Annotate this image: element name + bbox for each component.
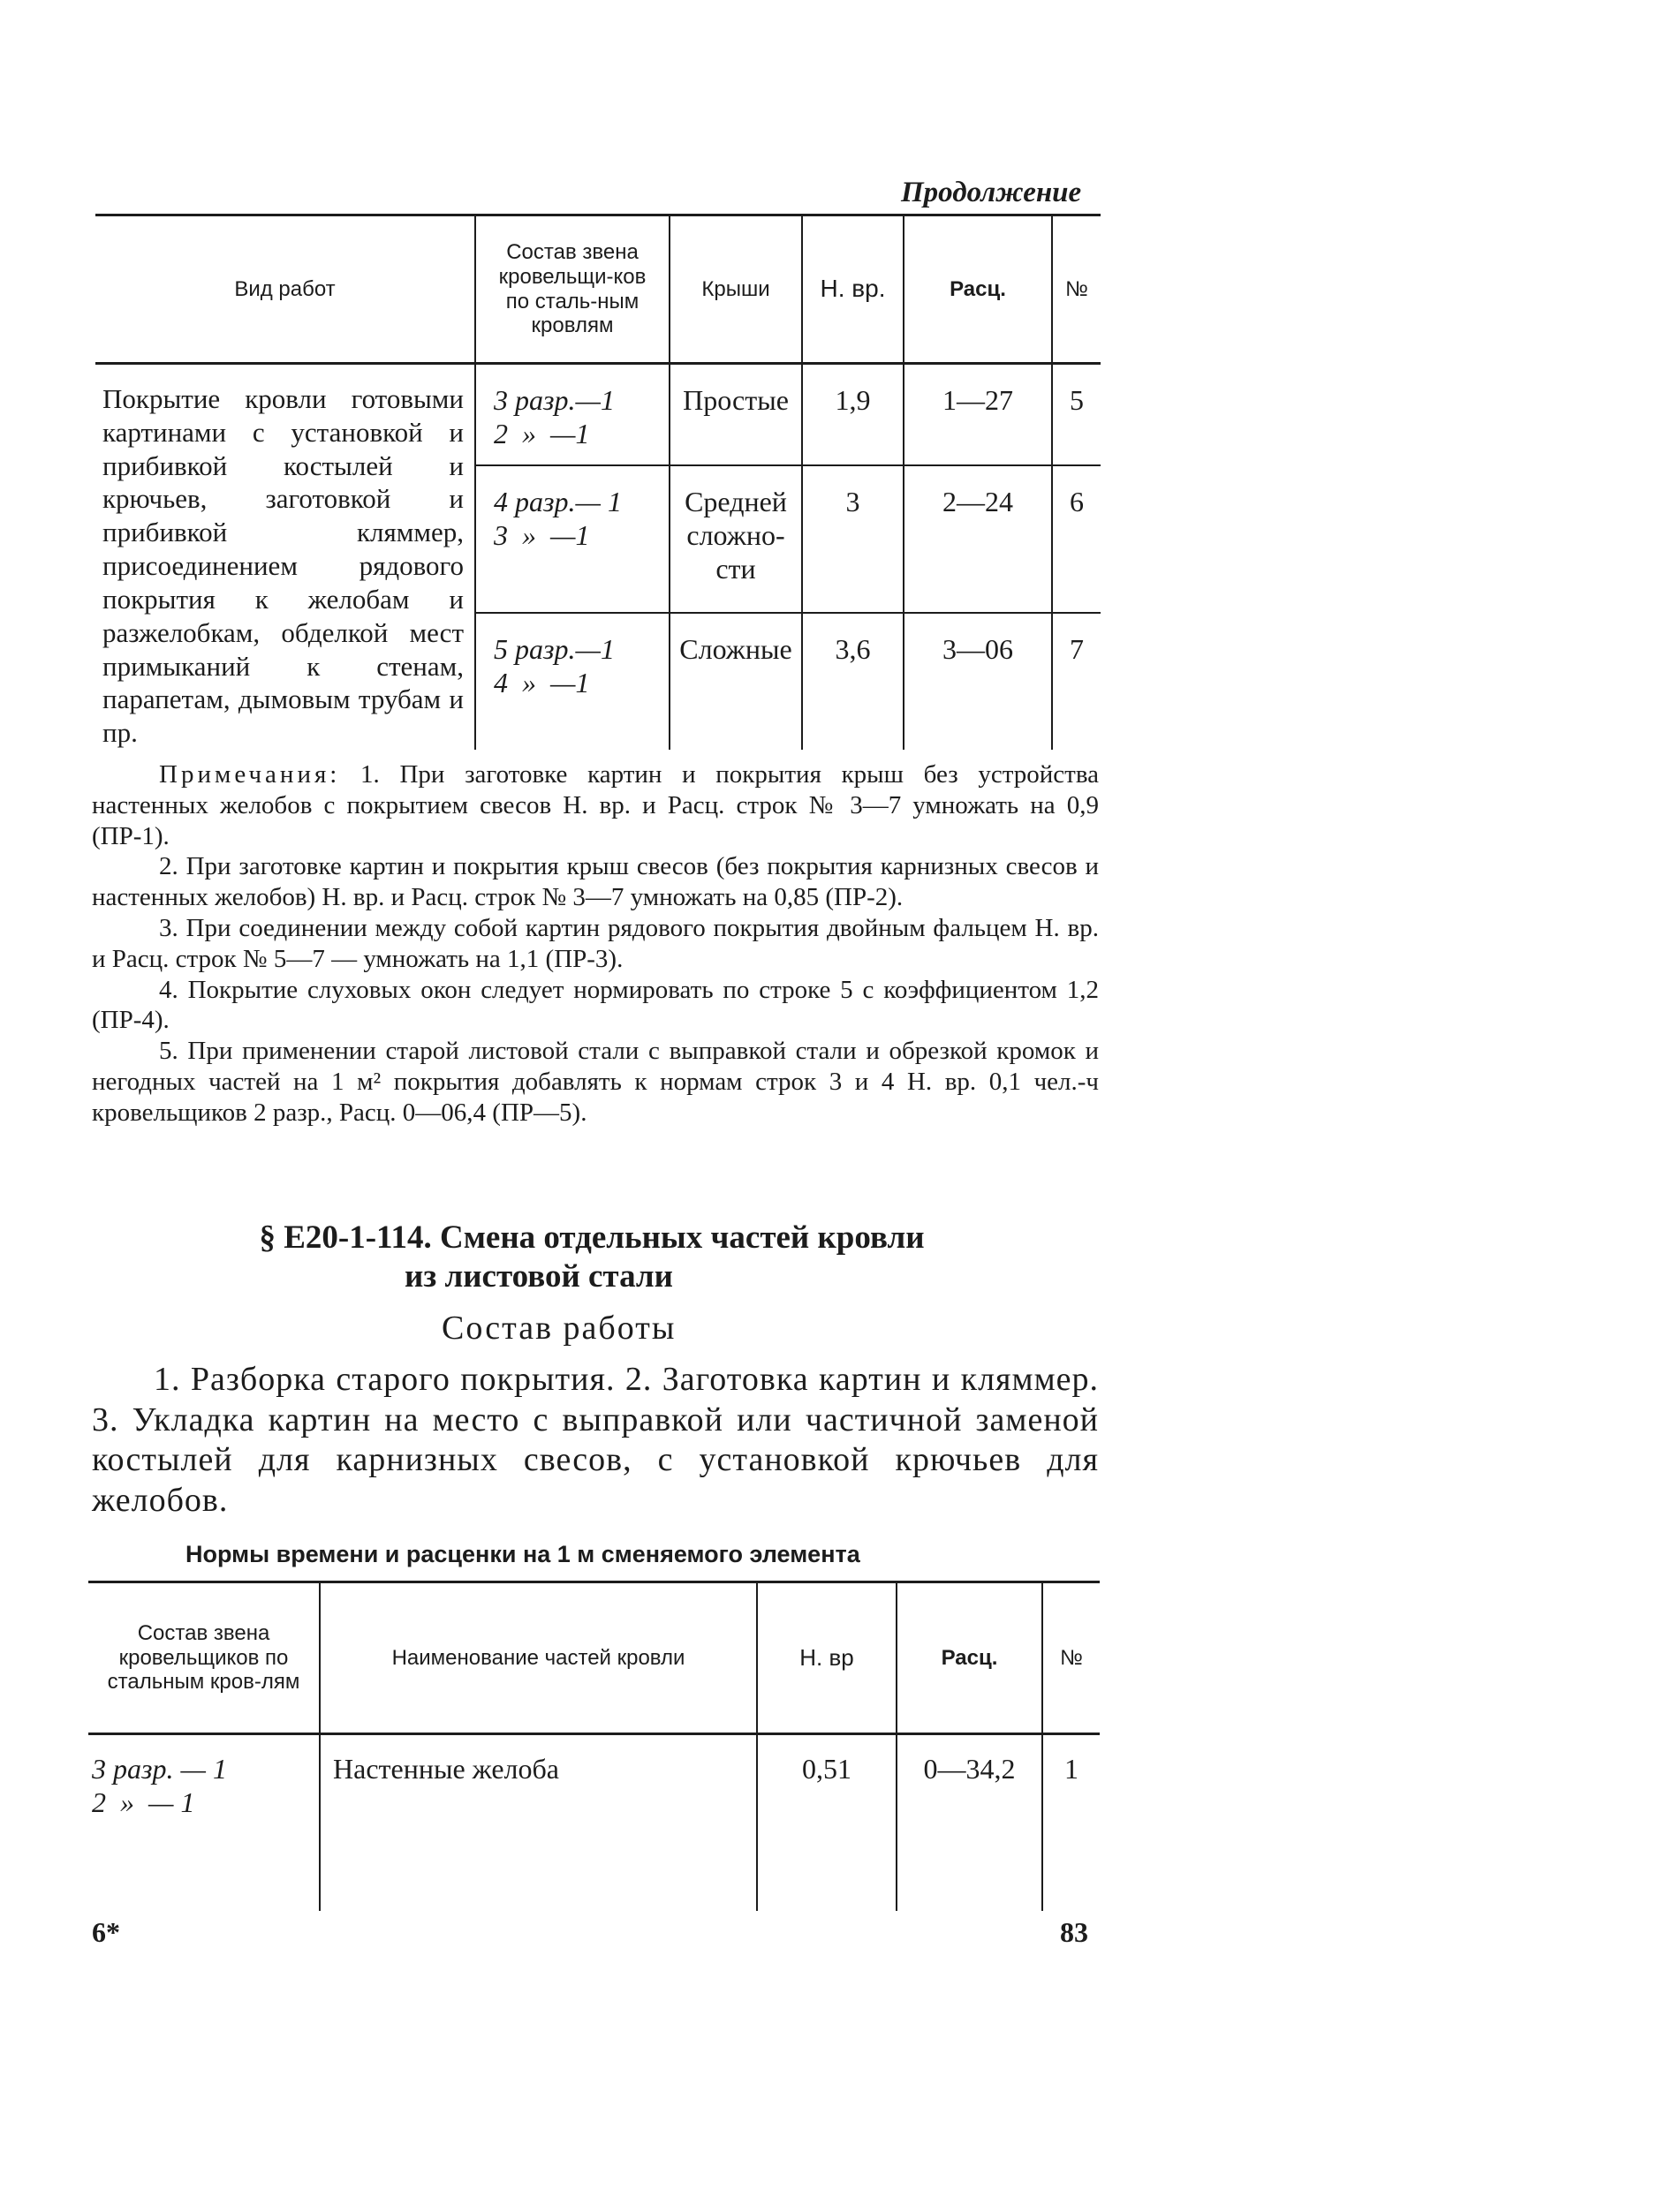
section-heading	[150, 1219, 1033, 1297]
header-roof: Крыши	[670, 215, 802, 364]
work-description: Покрытие кровли готовыми картинами с установкой и прибивкой костылей и крючьев, заготовкой и прибивкой кляммер, присоединением рядового покрытия к желобам и разжелобкам, обделкой мест примыканий к стенам, парапетам, дымовым трубам и пр.	[102, 383, 464, 749]
norm-cell: 3,6	[802, 613, 904, 750]
rate-cell: 3—06	[904, 613, 1052, 750]
number-cell: 5	[1052, 364, 1101, 466]
roof-type-cell: Простые	[670, 364, 802, 466]
header-number: №	[1042, 1582, 1100, 1734]
note-1-text: 1. При заготовке картин и покрытия крыш без устройства настенных желобов с покрытием свесов Н. вр. и Расц. строк № 3—7 умножать на 0,9 (ПР-1).	[92, 760, 1100, 850]
roof-type-cell: Средней сложно-сти	[670, 465, 802, 613]
section-heading-line-1: § Е20-1-114. Смена отдельных частей кровли	[259, 1219, 925, 1256]
note-3: 3. При соединении между собой картин рядового покрытия двойным фальцем Н. вр. и Расц. строк № 5—7 — умножать на 1,1 (ПР-3).	[92, 913, 1099, 973]
rate-cell: 1—27	[904, 364, 1052, 466]
header-part: Наименование частей кровли	[320, 1582, 757, 1734]
work-composition-title: Состав работы	[442, 1310, 677, 1347]
crew-cell: 3 разр. — 1 2 » — 1	[92, 1753, 227, 1818]
norm-cell: 3	[802, 465, 904, 613]
header-rate: Расц.	[904, 215, 1052, 364]
number-cell: 1	[1042, 1734, 1100, 1911]
number-cell: 6	[1052, 465, 1101, 613]
crew-cell: 5 разр.—1 4 » —1	[475, 613, 670, 750]
header-rate: Расц.	[897, 1582, 1042, 1734]
norm-cell: 1,9	[802, 364, 904, 466]
rate-cell: 0—34,2	[897, 1734, 1042, 1911]
header-work-type: Вид работ	[95, 215, 475, 364]
header-crew: Состав звена кровельщиков по стальным кров-лям	[88, 1582, 320, 1734]
roof-type-cell: Сложные	[670, 613, 802, 750]
note-1	[92, 759, 1099, 851]
norms-table-continued	[95, 214, 1101, 750]
table-header-row	[88, 1582, 1100, 1734]
header-norm: Н. вр.	[802, 215, 904, 364]
rate-cell: 2—24	[904, 465, 1052, 613]
header-norm: Н. вр	[757, 1582, 897, 1734]
norm-cell: 0,51	[757, 1734, 897, 1911]
norms-table	[88, 1581, 1100, 1911]
note-5: 5. При применении старой листовой стали с выправкой стали и обрезкой кромок и негодных частей на 1 м² покрытия добавлять к нормам строк 3 и 4 Н. вр. 0,1 чел.-ч кровельщиков 2 разр., Расц. 0—06,4 (ПР—5).	[92, 1037, 1099, 1127]
crew-cell: 4 разр.— 1 3 » —1	[475, 465, 670, 613]
part-cell: Настенные желоба	[320, 1734, 757, 1911]
table-header-row	[95, 215, 1101, 364]
table-row	[88, 1734, 1100, 1911]
continuation-label: Продолжение	[901, 177, 1082, 208]
table-row	[95, 364, 1101, 466]
header-number: №	[1052, 215, 1101, 364]
signature-mark: 6*	[92, 1916, 120, 1948]
notes-label: Примечания:	[159, 760, 341, 789]
page-number: 83	[1060, 1916, 1088, 1948]
note-4: 4. Покрытие слуховых окон следует нормировать по строке 5 с коэффициентом 1,2 (ПР-4).	[92, 975, 1099, 1035]
work-composition-text: 1. Разборка старого покрытия. 2. Заготовка картин и кляммер. 3. Укладка картин на место с выправкой или частичной заменой костылей для карнизных свесов, с установкой крючьев для желобов.	[92, 1361, 1099, 1519]
section-heading-line-2: из листовой стали	[405, 1258, 673, 1295]
note-2: 2. При заготовке картин и покрытия крыш свесов (без покрытия карнизных свесов и настенных желобов) Н. вр. и Расц. строк № 3—7 умножать на 0,85 (ПР-2).	[92, 852, 1099, 912]
number-cell: 7	[1052, 613, 1101, 750]
table2-caption: Нормы времени и расценки на 1 м сменяемого элемента	[185, 1541, 860, 1567]
header-crew: Состав звена кровельщи-ков по сталь-ным кровлям	[475, 215, 670, 364]
crew-cell: 3 разр.—1 2 » —1	[475, 364, 670, 466]
notes-block	[92, 759, 1099, 1129]
